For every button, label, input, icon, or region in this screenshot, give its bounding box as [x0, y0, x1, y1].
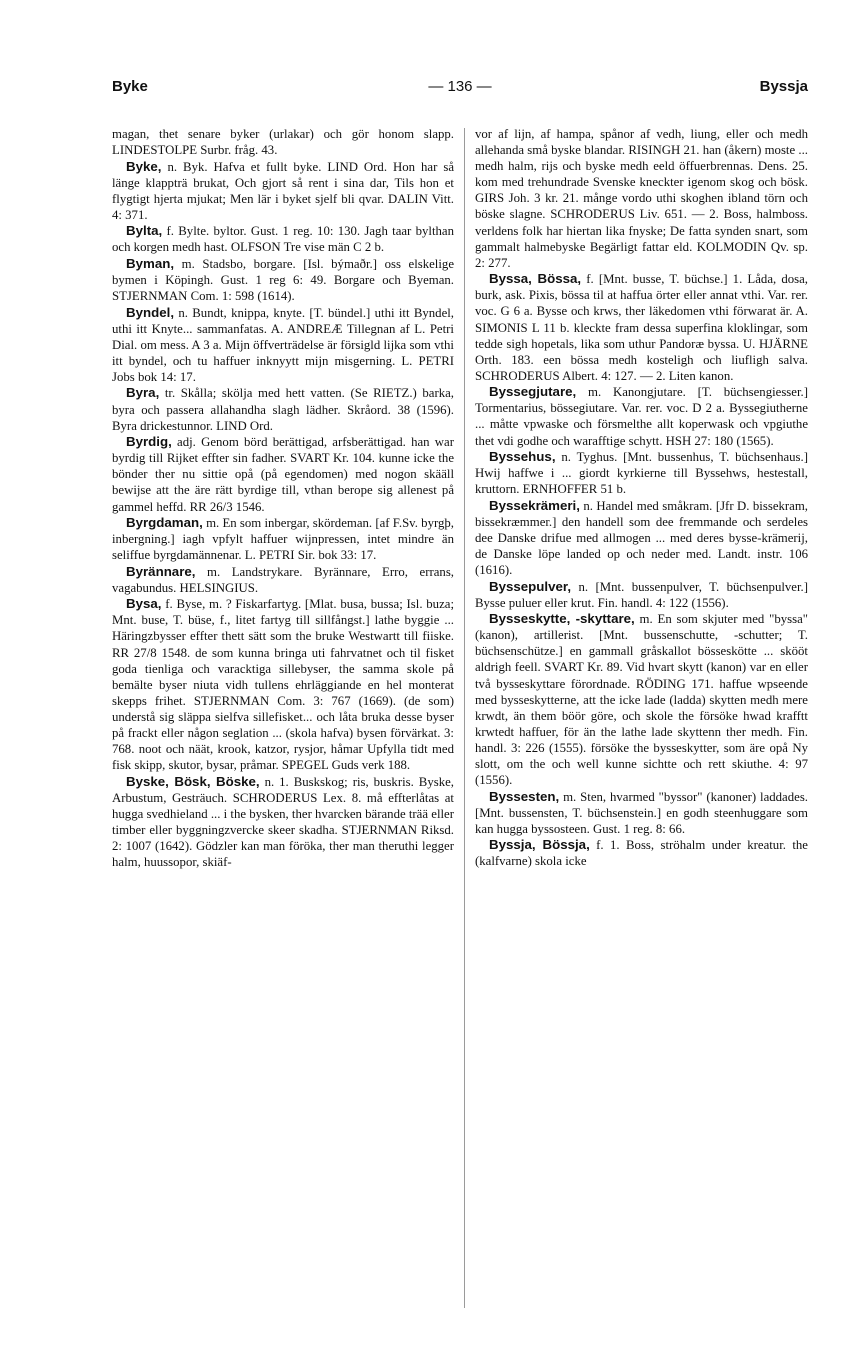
running-head — [112, 78, 808, 100]
dictionary-entry — [475, 126, 808, 271]
entry-headword: Byssja, Bössja, — [489, 837, 590, 853]
dictionary-entry — [112, 159, 454, 223]
entry-headword: Byssehus, — [489, 449, 556, 465]
entry-text: vor af lijn, af hampa, spånor af vedh, liung, eller och medh allehanda små byske blandar. RISINGH 21. han (åkern) moste ... medh halm, rijs och byske medh eeld öffuerbrennas. Dens. 25. kom med trehundrade Svenske kneckter igenom skog och bösk. GIRS Joh. 3 kr. 21. månge vordo uthi skoghen ibland törn och böske slagne. SCHRODERUS Liv. 651. — 2. Boss, halmboss. verldens folk har hiertan lika fnyske; De fatta synden snart, som gammalt halmebyske Begärligt fattar eld. KOLMODIN Qv. sp. 2: 277. — [475, 127, 808, 270]
entry-text: f. [Mnt. busse, T. büchse.] 1. Låda, dosa, burk, ask. Pixis, bössa til at haffua örter eller annat vthi. Var. rer. voc. G 6 a. Bysse och krws, ther läkedomen vthi förwarat är. A. SIMONIS L 11 b. kleckte fram dessa superfina kloklingar, som tedde sigh hopetals, lika som uthur Pandoræ byssa. U. HJÄRNE Orth. 183. een bössa medh kosteligh och liufligh salva. SCHRODERUS Albert. 4: 127. — 2. Liten kanon. — [475, 272, 808, 383]
entry-text: m. En som skjuter med "byssa" (kanon), artillerist. [Mnt. bussenschutte, -schutter; T. büchsenschütze.] en gammall gråskallot bösseskötte ... skööt aldrigh feell. SVART Kr. 89. Vid hvart skytt (kanon) var en eller två bysseskyttare förordnade. RÖDING 171. haffue wpseende med bysseskytterne, att the icke lade (ladda) skytten medh mere krwdt, än them böör göre, och skole the försöke hwad krafftt krwtedt haffuer, för än the lathe lade skyttenn ther medh. Fin. handl. 3: 226 (1555). försöke the bysseskytter, som äre opå Ny slott, om the och well kunne sichtte och rett skiuthe. 4: 97 (1556). — [475, 612, 808, 788]
entry-text: m. Stadsbo, borgare. [Isl. býmaðr.] oss elskelige bymen i Köpingh. Gust. 1 reg 6: 49. Borgare och Byeman. STJERNMAN Com. 1: 598 (1614). — [112, 256, 454, 304]
dictionary-entry — [112, 434, 454, 514]
entry-text: n. Bundt, knippa, knyte. [T. bündel.] uthi itt Byndel, uthi itt Knyte... sammanfatas. A. ANDREÆ Tillegnan af L. Petri Dial. om mess. A 3 a. Mijn öffverträdelse är försigld lijka som vthi itt byndel, och tu haffuer inknyytt mijn misgerning. L. PETRI Jobs bok 14: 17. — [112, 305, 454, 384]
entry-headword: Bylta, — [126, 223, 163, 239]
dictionary-entry — [475, 271, 808, 384]
entry-headword: Bysa, — [126, 596, 162, 612]
dictionary-entry — [112, 596, 454, 773]
dictionary-entry — [112, 564, 454, 596]
entry-headword: Byra, — [126, 385, 160, 401]
entry-headword: Byrdig, — [126, 434, 172, 450]
dictionary-entry — [475, 837, 808, 869]
entry-text: m. Sten, hvarmed "byssor" (kanoner) laddades. [Mnt. bussensten, T. büchsenstein.] en godh steenhuggare som kan hugga byssosteen. Gust. 1 reg. 8: 66. — [475, 789, 808, 836]
entry-headword: Byke, — [126, 158, 162, 174]
entry-text: magan, thet senare byker (urlakar) och gör honom slapp. LINDESTOLPE Surbr. fråg. 43. — [112, 127, 454, 158]
entry-text: m. Landstrykare. Byrännare, Erro, errans, vagabundus. HELSINGIUS. — [112, 564, 454, 595]
header-first-word: Byke — [112, 78, 148, 95]
dictionary-entry — [112, 256, 454, 304]
left-column — [112, 126, 454, 871]
dictionary-entry — [475, 789, 808, 837]
entry-text: n. Tyghus. [Mnt. bussenhus, T. büchsenhaus.] Hwij haffwe i ... giordt kyrkierne till Byssehws, hestestall, kruttorn. ERNHOFFER 51 b. — [475, 450, 808, 497]
entry-headword: Byssegjutare, — [489, 384, 577, 400]
page-number: — 136 — — [428, 78, 492, 95]
entry-headword: Byssesten, — [489, 788, 560, 804]
entry-text: m. Kanongjutare. [T. büchsengiesser.] Tormentarius, bössegiutare. Var. rer. voc. D 2 a. Byssegiutherne ... måtte vpwaske och försmelthe allt koperwask och vpgiuthe thet vdi godhe och warafftige schytt. HSH 27: 180 (1565). — [475, 385, 808, 448]
dictionary-entry — [475, 579, 808, 611]
entry-text: n. 1. Buskskog; ris, buskris. Byske, Arbustum, Gesträuch. SCHRODERUS Lex. 8. må effterlåtas at hugga svedhieland ... i the bysken, ther hvarcken bärande trää eller timber eller byggningzvercke skeer skadha. STJERNMAN Riksd. 2: 1007 (1642). Gödzler kan man föröka, ther man theruthi legger halm, huussopor, skiäf- — [112, 774, 454, 870]
dictionary-entry — [112, 515, 454, 563]
right-column — [475, 126, 808, 870]
entry-headword: Byrgdaman, — [126, 514, 203, 530]
column-divider — [464, 128, 465, 1308]
dictionary-entry — [112, 305, 454, 385]
entry-text: f. Bylte. byltor. Gust. 1 reg. 10: 130. Jagh taar bylthan och korgen medh hast. OLFSON Tre vise män C 2 b. — [112, 224, 454, 255]
dictionary-entry — [112, 223, 454, 255]
entry-headword: Byske, Bösk, Böske, — [126, 773, 260, 789]
entry-text: n. Byk. Hafva et fullt byke. LIND Ord. Hon har så länge klappträ brukat, Och gjort så rent i sina dar, Tils hon et flygtigt hjerta mjukat; Men lär i byket sjelf bli qvar. DALIN Vitt. 4: 371. — [112, 159, 454, 222]
entry-headword: Byssepulver, — [489, 578, 572, 594]
entry-text: f. Byse, m. ? Fiskarfartyg. [Mlat. busa, bussa; Isl. buza; Mnt. buse, T. büse, f., litet fartyg till sillfångst.] lathe byggie ... Häringzbysser effter thett sätt som the bruke Westwartt till fiiske. RR 27/8 1548. de som kunna bringa uti fahrvatnet och til fisket goda tienliga och varacktiga sillebyser, the samma skole på bemälte byser niuta vidh tullens ehrläggiande en hel monterat skepps frihet. STJERNMAN Com. 3: 767 (1669). (de som) understå sig släppa sielfva sillefisket... och låta bruka desse byser på frackt eller någon seglation ... (skola hafva) bysen förvärkat. 3: 768. noot och näät, krook, katzor, rysjor, håmar Upfylla tidt med fisk skipp, skutor, bysar, pråmar. SPEGEL Guds verk 188. — [112, 597, 454, 773]
dictionary-entry — [112, 126, 454, 158]
dictionary-entry — [475, 384, 808, 448]
entry-text: n. [Mnt. bussenpulver, T. büchsenpulver.] Bysse puluer eller krut. Fin. handl. 4: 122 (1556). — [475, 579, 808, 610]
entry-headword: Byman, — [126, 255, 175, 271]
entry-headword: Byssa, Bössa, — [489, 271, 582, 287]
entry-headword: Byndel, — [126, 304, 175, 320]
entry-headword: Byrännare, — [126, 563, 196, 579]
entry-headword: Bysseskytte, -skyttare, — [489, 611, 635, 627]
entry-text: adj. Genom börd berättigad, arfsberättigad. han war byrdig till Rijket effter sin fadher. SVART Kr. 104. kunne icke the bönder ther nu sittie opå (på egendomen) med nogon skääll bewijse att the äre rätt byrdige till, vthan berope sig allenest på gammel heffd. RR 26/3 1546. — [112, 435, 454, 514]
dictionary-entry — [112, 774, 454, 871]
entry-text: f. 1. Boss, ströhalm under kreatur. the (kalfvarne) skola icke — [475, 838, 808, 869]
dictionary-entry — [475, 498, 808, 578]
dictionary-entry — [475, 449, 808, 497]
entry-text: tr. Skålla; skölja med hett vatten. (Se RIETZ.) barka, byra och passera allahandha slagh lädher. Skråord. 38 (1596). Byra drickestunnor. LIND Ord. — [112, 386, 454, 433]
entry-text: n. Handel med småkram. [Jfr D. bissekram, bissekræmmer.] den handell som dee fremmande och serdeles dee Danske drifue med allmogen ... med deres bysse-krämerij, de Danske löpe landed op och neder med. Landt. instr. 106 (1616). — [475, 498, 808, 578]
entry-text: m. En som inbergar, skördeman. [af F.Sv. byrgþ, inbergning.] iagh vpfylt haffuer wijnpressen, intet mindre än seliffue byrgdamännenar. L. PETRI Sir. bok 33: 17. — [112, 515, 454, 563]
dictionary-entry — [112, 385, 454, 433]
header-last-word: Byssja — [759, 78, 808, 95]
dictionary-entry — [475, 611, 808, 788]
entry-headword: Byssekrämeri, — [489, 497, 580, 513]
